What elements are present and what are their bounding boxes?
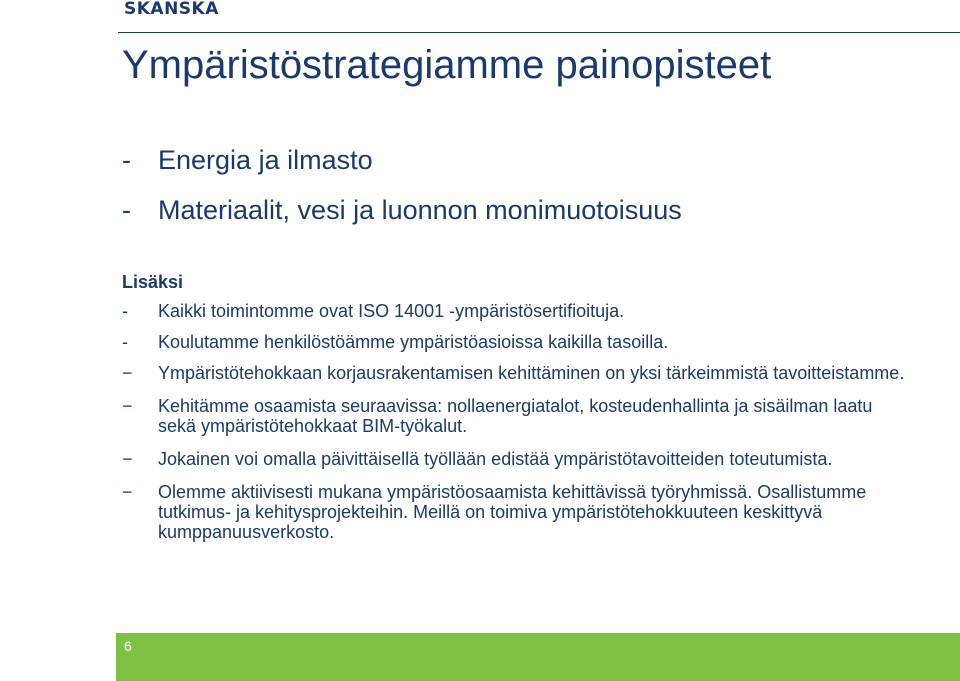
sub-list-item-text: Kehitämme osaamista seuraavissa: nollaenergiatalot, kosteudenhallinta ja sisäilman laatu sekä ympäristötehokkaat BIM-työkalut.	[158, 396, 873, 436]
list-dash: −	[122, 482, 133, 502]
list-dash: -	[122, 195, 131, 225]
sub-list-item	[122, 363, 912, 383]
sub-list-item-text: Kaikki toimintomme ovat ISO 14001 -ympäristösertifioituja.	[158, 301, 625, 321]
list-dash: −	[122, 363, 133, 383]
list-dash: −	[122, 449, 133, 469]
skanska-logo: SKANSKA	[124, 0, 219, 19]
sub-list-item-text: Jokainen voi omalla päivittäisellä työllään edistää ympäristötavoitteiden toteutumista.	[158, 449, 833, 469]
page-number: 6	[124, 638, 132, 654]
sub-list-item-text: Olemme aktiivisesti mukana ympäristöosaamista kehittävissä työryhmissä. Osallistumme tutkimus- ja kehitysprojekteihin. Meillä on toimiva ympäristötehokkuuteen keskittyvä kumppanuusverkosto.	[158, 482, 867, 542]
section-label-lisaksi: Lisäksi	[122, 272, 184, 292]
list-dash: -	[122, 332, 128, 352]
sub-list-item	[122, 332, 912, 352]
sub-list-item	[122, 301, 912, 321]
footer-bar	[116, 633, 960, 681]
header-divider	[118, 32, 960, 33]
sub-list-item	[122, 396, 912, 436]
sub-list-item	[122, 449, 912, 469]
sub-list-item	[122, 482, 912, 542]
list-dash: -	[122, 145, 131, 175]
main-list-item-text: Energia ja ilmasto	[158, 145, 373, 175]
main-list-item-text: Materiaalit, vesi ja luonnon monimuotoisuus	[158, 195, 682, 225]
sub-list-item-text: Ympäristötehokkaan korjausrakentamisen kehittäminen on yksi tärkeimmistä tavoitteistamme.	[158, 363, 905, 383]
list-dash: -	[122, 301, 128, 321]
list-dash: −	[122, 396, 133, 416]
page-title: Ympäristöstrategiamme painopisteet	[122, 43, 772, 87]
additional-list	[122, 301, 912, 555]
sub-list-item-text: Koulutamme henkilöstöämme ympäristöasioissa kaikilla tasoilla.	[158, 332, 669, 352]
